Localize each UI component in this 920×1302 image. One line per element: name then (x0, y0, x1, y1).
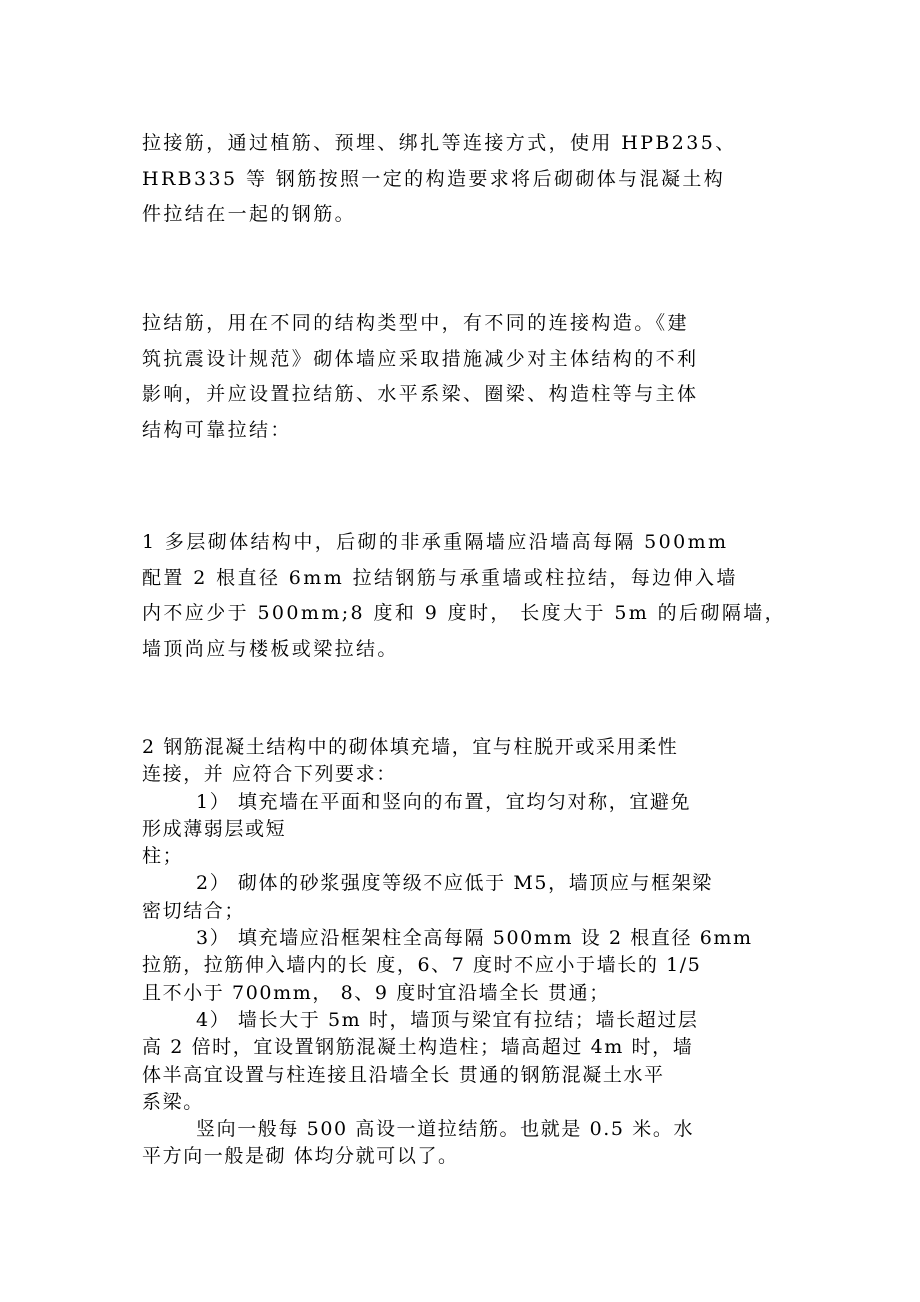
text-line: 结构可靠拉结： (142, 418, 292, 441)
list-item-1: 1） 填充墙在平面和竖向的布置，宜均匀对称，宜避免 (196, 790, 692, 813)
text-line: 连接，并 应符合下列要求： (142, 763, 397, 786)
list-item-2: 2） 砌体的砂浆强度等级不应低于 M5，墙顶应与框架梁 (196, 872, 713, 895)
paragraph-seismic-code (142, 306, 822, 448)
text-line: 平方向一般是砌 体均分就可以了。 (142, 1145, 459, 1168)
text-line: 影响，并应设置拉结筋、水平系梁、圈梁、构造柱等与主体 (142, 383, 699, 405)
text-line: 墙顶尚应与楼板或梁拉结。 (142, 637, 399, 660)
text-line: 系梁。 (142, 1090, 204, 1113)
closing-note: 竖向一般每 500 高设一道拉结筋。也就是 0.5 米。水 (196, 1118, 695, 1141)
text-line: 件拉结在一起的钢筋。 (142, 203, 357, 225)
text-line: 体半高宜设置与柱连接且沿墙全长 贯通的钢筋混凝土水平 (142, 1063, 665, 1086)
text-line: 密切结合； (142, 899, 246, 922)
paragraph-tie-bar-definition (142, 126, 822, 233)
section-infill-wall-requirements (142, 734, 842, 1171)
text-line: 1 多层砌体结构中，后砌的非承重隔墙应沿墙高每隔 500mm (142, 531, 729, 553)
text-line: 配置 2 根直径 6mm 拉结钢筋与承重墙或柱拉结，每边伸入墙 (142, 566, 738, 589)
paragraph-masonry-requirement-1 (142, 525, 822, 667)
text-line: 形成薄弱层或短 (142, 817, 287, 840)
text-line: 筑抗震设计规范》砌体墙应采取措施减少对主体结构的不利 (142, 347, 699, 370)
text-line: 高 2 倍时，宜设置钢筋混凝土构造柱；墙高超过 4m 时，墙 (142, 1036, 694, 1059)
list-item-4: 4） 墙长大于 5m 时，墙顶与梁宜有拉结；墙长超过层 (196, 1008, 699, 1031)
text-line: 柱； (142, 845, 184, 868)
text-line: 拉筋，拉筋伸入墙内的长 度，6、7 度时不应小于墙长的 1/5 (142, 954, 702, 977)
text-line: 拉接筋，通过植筋、预埋、绑扎等连接方式，使用 HPB235、 (142, 132, 737, 154)
text-line: 2 钢筋混凝土结构中的砌体填充墙，宜与柱脱开或采用柔性 (142, 736, 679, 758)
text-line: 且不小于 700mm， 8、9 度时宜沿墙全长 贯通； (142, 981, 610, 1004)
text-line: 拉结筋，用在不同的结构类型中，有不同的连接构造。《建 (142, 312, 689, 334)
list-item-3: 3） 填充墙应沿框架柱全高每隔 500mm 设 2 根直径 6mm (196, 927, 753, 950)
text-line: HRB335 等 钢筋按照一定的构造要求将后砌砌体与混凝土构 (142, 167, 726, 190)
text-line: 内不应少于 500mm;8 度和 9 度时， 长度大于 5m 的后砌隔墙， (142, 602, 787, 624)
